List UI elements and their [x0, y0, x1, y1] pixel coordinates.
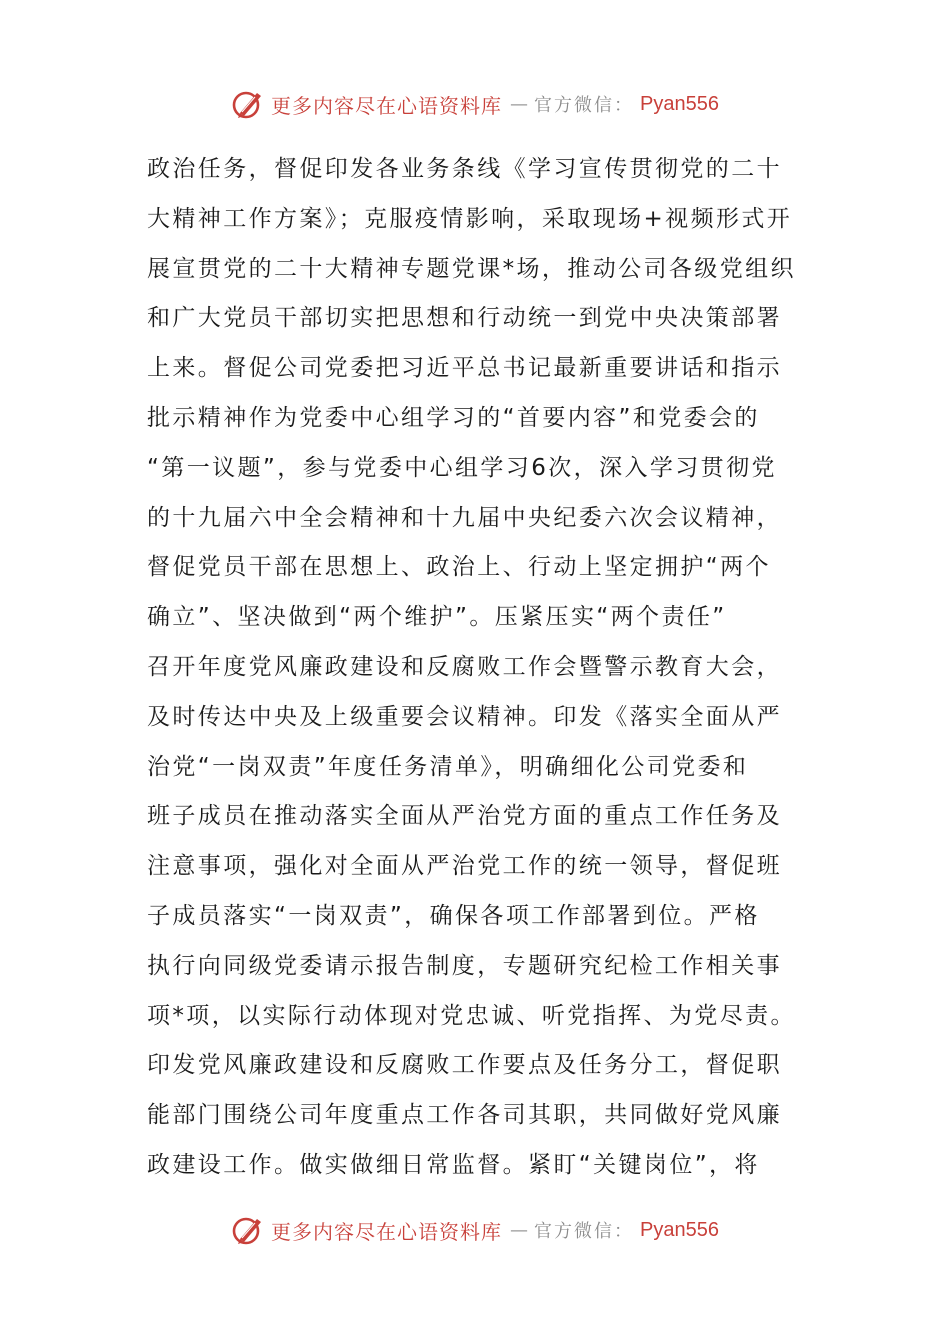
header-banner-separator: — — [510, 93, 527, 115]
body-line: 治党“一岗双责”年度任务清单》，明确细化公司党委和 — [147, 753, 749, 780]
body-line: 确立”、坚决做到“两个维护”。压紧压实“两个责任” — [147, 604, 727, 631]
body-line: 上来。督促公司党委把习近平总书记最新重要讲话和指示 — [147, 355, 782, 382]
body-line: 及时传达中央及上级重要会议精神。印发《落实全面从严 — [147, 703, 782, 730]
body-line: 和广大党员干部切实把思想和行动统一到党中央决策部署 — [147, 305, 782, 332]
body-line: 督促党员干部在思想上、政治上、行动上坚定拥护“两个 — [147, 554, 771, 581]
header-wechat-id: Pyan556 — [640, 92, 719, 115]
footer-banner-text: 更多内容尽在心语资料库 — [271, 1219, 503, 1244]
body-line: 召开年度党风廉政建设和反腐败工作会暨警示教育大会， — [147, 653, 782, 680]
footer-banner-content — [231, 1213, 719, 1247]
body-line: 能部门围绕公司年度重点工作各司其职，共同做好党风廉 — [147, 1102, 782, 1129]
body-line: 印发党风廉政建设和反腐败工作要点及任务分工，督促职 — [147, 1052, 782, 1079]
header-banner-text: 更多内容尽在心语资料库 — [271, 93, 503, 118]
body-line: 执行向同级党委请示报告制度，专题研究纪检工作相关事 — [147, 952, 782, 979]
body-line: 子成员落实“一岗双责”，确保各项工作部署到位。严格 — [147, 902, 760, 929]
body-line: “第一议题”，参与党委中心组学习6次，深入学习贯彻党 — [147, 454, 777, 481]
body-line: 的十九届六中全会精神和十九届中央纪委六次会议精神， — [147, 504, 782, 531]
body-line: 政建设工作。做实做细日常监督。紧盯“关键岗位”，将 — [147, 1151, 760, 1178]
body-line: 政治任务，督促印发各业务条线《学习宣传贯彻党的二十 — [147, 156, 782, 182]
footer-banner-separator: — — [510, 1219, 527, 1241]
body-line: 班子成员在推动落实全面从严治党方面的重点工作任务及 — [147, 803, 782, 830]
pen-in-circle-logo-icon — [231, 1213, 265, 1247]
body-line: 大精神工作方案》；克服疫情影响，采取现场+视频形式开 — [147, 205, 793, 232]
document-body — [147, 145, 807, 1191]
body-line: 项*项，以实际行动体现对党忠诚、听党指挥、为党尽责。 — [147, 1002, 796, 1029]
footer-wechat-id: Pyan556 — [640, 1218, 719, 1241]
body-line: 注意事项，强化对全面从严治党工作的统一领导，督促班 — [147, 853, 782, 880]
header-banner-content — [231, 87, 719, 121]
header-banner-label: 官方微信： — [534, 95, 635, 116]
pen-in-circle-logo-icon — [231, 87, 265, 121]
header-banner — [0, 84, 950, 124]
footer-banner — [0, 1210, 950, 1250]
body-line: 批示精神作为党委中心组学习的“首要内容”和党委会的 — [147, 404, 760, 431]
body-line: 展宣贯党的二十大精神专题党课*场，推动公司各级党组织 — [147, 255, 796, 282]
footer-banner-label: 官方微信： — [534, 1221, 635, 1242]
